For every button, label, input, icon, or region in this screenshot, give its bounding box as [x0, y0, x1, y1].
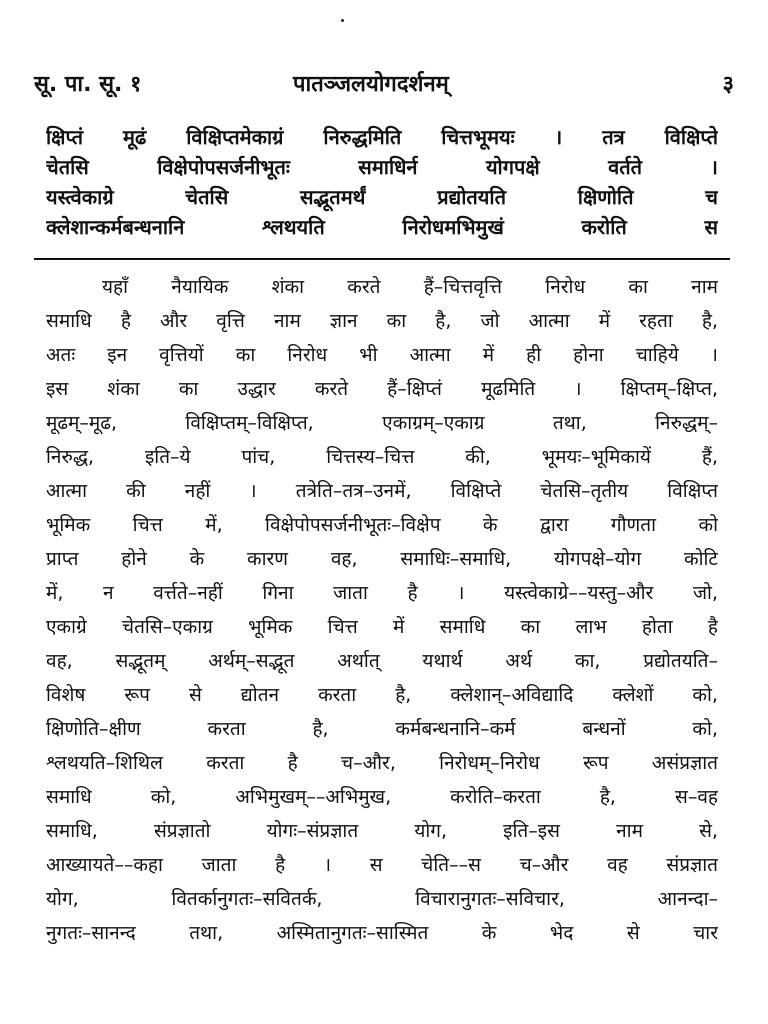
commentary-line: वह, सद्भूतम् अर्थम्–सद्भूत अर्थात् यथार्थ अर्थ का, प्रद्योतयति–	[46, 650, 718, 672]
sutra-text-block	[46, 122, 718, 242]
header-reference: सू. पा. सू. १	[34, 72, 142, 97]
commentary-line: यहाँ नैयायिक शंका करते हैं–चित्तवृत्ति निरोध का नाम	[102, 276, 718, 298]
sutra-line: क्लेशान्कर्मबन्धनानि श्लथयति निरोधमभिमुखं करोति स	[46, 215, 718, 239]
commentary-line: आत्मा की नहीं । तत्रेति–तत्र–उनमें, विक्षिप्ते चेतसि–तृतीय विक्षिप्त	[46, 480, 718, 502]
section-divider	[34, 258, 730, 260]
header-title: पातञ्जलयोगदर्शनम्	[293, 72, 449, 97]
commentary-line: समाधि है और वृत्ति नाम ज्ञान का है, जो आत्मा में रहता है,	[46, 310, 718, 332]
commentary-line: समाधि को, अभिमुखम्––अभिमुख, करोति–करता है, स–वह	[46, 786, 718, 808]
page-header	[34, 68, 734, 108]
commentary-line: एकाग्रे चेतसि–एकाग्र भूमिक चित्त में समाधि का लाभ होता है	[46, 616, 718, 638]
commentary-line: प्राप्त होने के कारण वह, समाधिः–समाधि, योगपक्षे–योग कोटि	[46, 548, 718, 570]
commentary-block	[46, 270, 718, 950]
commentary-line: क्षिणोति–क्षीण करता है, कर्मबन्धनानि–कर्म बन्धनों को,	[46, 718, 718, 740]
print-speck	[341, 19, 344, 22]
commentary-line: नुगतः–सानन्द तथा, अस्मितानुगतः–सास्मित के भेद से चार	[46, 922, 718, 944]
page-number: ३	[722, 72, 734, 97]
commentary-line: श्लथयति–शिथिल करता है च–और, निरोधम्–निरोध रूप असंप्रज्ञात	[46, 752, 718, 774]
commentary-line: योग, वितर्कानुगतः–सवितर्क, विचारानुगतः–सविचार, आनन्दा–	[46, 888, 718, 910]
commentary-line: में, न वर्त्तते–नहीं गिना जाता है । यस्त्वेकाग्रे––यस्तु–और जो,	[46, 582, 718, 604]
commentary-line: समाधि, संप्रज्ञातो योगः–संप्रज्ञात योग, इति–इस नाम से,	[46, 820, 718, 842]
commentary-line: आख्यायते––कहा जाता है । स चेति––स च–और वह संप्रज्ञात	[46, 854, 718, 876]
sutra-line: यस्त्वेकाग्रे चेतसि सद्भूतमर्थं प्रद्योतयति क्षिणोति च	[46, 185, 718, 209]
sutra-line: क्षिप्तं मूढं विक्षिप्तमेकाग्रं निरुद्धमिति चित्तभूमयः । तत्र विक्षिप्ते	[46, 125, 718, 149]
commentary-line: निरुद्ध, इति–ये पांच, चित्तस्य–चित्त की, भूमयः–भूमिकायें हैं,	[46, 446, 718, 468]
commentary-line: इस शंका का उद्धार करते हैं–क्षिप्तं मूढमिति । क्षिप्तम्–क्षिप्त,	[46, 378, 718, 400]
commentary-line: भूमिक चित्त में, विक्षेपोपसर्जनीभूतः–विक्षेप के द्वारा गौणता को	[46, 514, 718, 536]
commentary-line: अतः इन वृत्तियों का निरोध भी आत्मा में ही होना चाहिये ।	[46, 344, 718, 366]
commentary-line: विशेष रूप से द्योतन करता है, क्लेशान्–अविद्यादि क्लेशों को,	[46, 684, 718, 706]
sutra-line: चेतसि विक्षेपोपसर्जनीभूतः समाधिर्न योगपक्षे वर्तते ।	[46, 155, 718, 179]
commentary-line: मूढम्–मूढ, विक्षिप्तम्–विक्षिप्त, एकाग्रम्–एकाग्र तथा, निरुद्धम्–	[46, 412, 718, 434]
